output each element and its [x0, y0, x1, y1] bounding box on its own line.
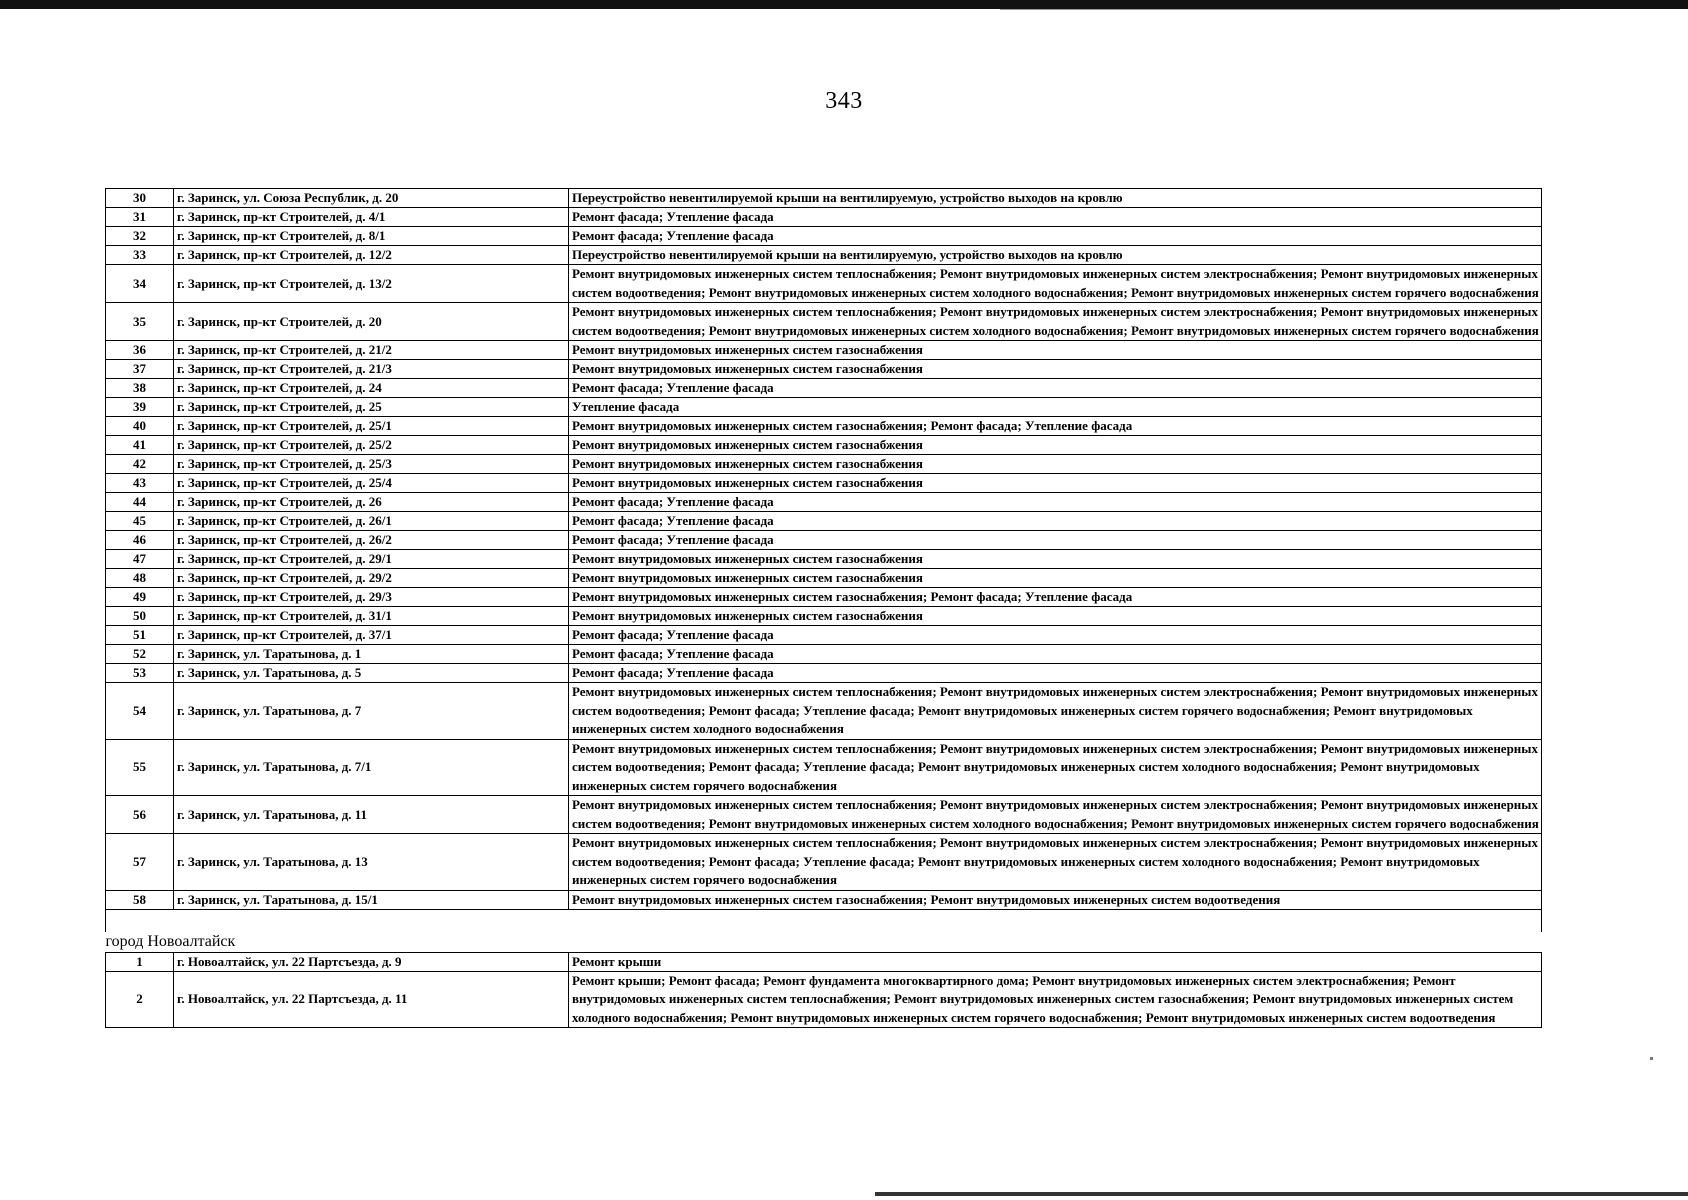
table-row	[106, 550, 1542, 569]
spacer-cell	[569, 909, 1542, 932]
table-row	[106, 971, 1542, 1028]
row-number: 2	[106, 971, 174, 1028]
row-number: 43	[106, 474, 174, 493]
row-works: Ремонт внутридомовых инженерных систем теплоснабжения; Ремонт внутридомовых инженерных систем электроснабжения; Ремонт внутридомовых инженерных систем водоотведения; Ремонт внутридомовых инженерных систем холодного водоснабжения; Ремонт внутридомовых инженерных систем горячего водоснабжения	[569, 265, 1542, 303]
table-row	[106, 379, 1542, 398]
row-address: г. Заринск, ул. Таратынова, д. 5	[174, 664, 569, 683]
table-row	[106, 607, 1542, 626]
row-address: г. Заринск, ул. Таратынова, д. 11	[174, 796, 569, 834]
city-heading-row	[106, 932, 1542, 953]
table-row	[106, 303, 1542, 341]
spacer-row	[106, 909, 1542, 932]
table-row	[106, 531, 1542, 550]
row-address: г. Заринск, ул. Таратынова, д. 1	[174, 645, 569, 664]
row-number: 51	[106, 626, 174, 645]
row-number: 45	[106, 512, 174, 531]
table-row	[106, 436, 1542, 455]
row-works: Ремонт внутридомовых инженерных систем газоснабжения; Ремонт фасада; Утепление фасада	[569, 588, 1542, 607]
row-number: 40	[106, 417, 174, 436]
row-address: г. Заринск, пр-кт Строителей, д. 31/1	[174, 607, 569, 626]
bottom-scan-border	[875, 1192, 1688, 1196]
table-row	[106, 796, 1542, 834]
row-address: г. Заринск, пр-кт Строителей, д. 29/1	[174, 550, 569, 569]
section-separator	[106, 909, 1542, 952]
row-number: 56	[106, 796, 174, 834]
table-row	[106, 227, 1542, 246]
row-number: 57	[106, 834, 174, 891]
row-works: Ремонт внутридомовых инженерных систем газоснабжения	[569, 569, 1542, 588]
row-works: Ремонт внутридомовых инженерных систем газоснабжения	[569, 360, 1542, 379]
novoaltaysk-rows	[106, 952, 1542, 1028]
row-address: г. Заринск, пр-кт Строителей, д. 21/3	[174, 360, 569, 379]
table-row	[106, 474, 1542, 493]
row-number: 50	[106, 607, 174, 626]
table-row	[106, 208, 1542, 227]
table-row	[106, 664, 1542, 683]
spacer-cell	[106, 909, 174, 932]
row-works: Ремонт внутридомовых инженерных систем газоснабжения	[569, 436, 1542, 455]
row-works: Переустройство невентилируемой крыши на вентилируемую, устройство выходов на кровлю	[569, 189, 1542, 208]
row-works: Ремонт внутридомовых инженерных систем теплоснабжения; Ремонт внутридомовых инженерных систем электроснабжения; Ремонт внутридомовых инженерных систем водоотведения; Ремонт фасада; Утепление фасада; Ремонт внутридомовых инженерных систем горячего водоснабжения; Ремонт внутридомовых инженерных систем холодного водоснабжения	[569, 683, 1542, 740]
row-address: г. Заринск, пр-кт Строителей, д. 25/3	[174, 455, 569, 474]
row-address: г. Новоалтайск, ул. 22 Партсъезда, д. 11	[174, 971, 569, 1028]
row-address: г. Заринск, пр-кт Строителей, д. 26/1	[174, 512, 569, 531]
table-row	[106, 683, 1542, 740]
table-row	[106, 569, 1542, 588]
row-address: г. Заринск, пр-кт Строителей, д. 4/1	[174, 208, 569, 227]
row-number: 37	[106, 360, 174, 379]
row-address: г. Заринск, пр-кт Строителей, д. 8/1	[174, 227, 569, 246]
row-number: 32	[106, 227, 174, 246]
table-row	[106, 626, 1542, 645]
row-address: г. Заринск, ул. Союза Республик, д. 20	[174, 189, 569, 208]
row-works: Ремонт внутридомовых инженерных систем газоснабжения	[569, 455, 1542, 474]
row-address: г. Заринск, ул. Таратынова, д. 7	[174, 683, 569, 740]
row-address: г. Заринск, пр-кт Строителей, д. 26/2	[174, 531, 569, 550]
row-address: г. Заринск, пр-кт Строителей, д. 12/2	[174, 246, 569, 265]
table-row	[106, 189, 1542, 208]
page-number: 343	[825, 88, 863, 114]
row-works: Ремонт фасада; Утепление фасада	[569, 531, 1542, 550]
row-works: Ремонт внутридомовых инженерных систем газоснабжения; Ремонт внутридомовых инженерных систем водоотведения	[569, 890, 1542, 909]
spacer-cell	[174, 909, 569, 932]
row-address: г. Заринск, пр-кт Строителей, д. 25/1	[174, 417, 569, 436]
row-works: Ремонт внутридомовых инженерных систем теплоснабжения; Ремонт внутридомовых инженерных систем электроснабжения; Ремонт внутридомовых инженерных систем водоотведения; Ремонт фасада; Утепление фасада; Ремонт внутридомовых инженерных систем холодного водоснабжения; Ремонт внутридомовых инженерных систем горячего водоснабжения	[569, 834, 1542, 891]
row-address: г. Заринск, пр-кт Строителей, д. 26	[174, 493, 569, 512]
row-number: 34	[106, 265, 174, 303]
row-address: г. Заринск, ул. Таратынова, д. 13	[174, 834, 569, 891]
row-works: Ремонт фасада; Утепление фасада	[569, 626, 1542, 645]
row-number: 41	[106, 436, 174, 455]
row-number: 31	[106, 208, 174, 227]
table-row	[106, 265, 1542, 303]
row-works: Ремонт фасада; Утепление фасада	[569, 208, 1542, 227]
row-number: 58	[106, 890, 174, 909]
row-works: Ремонт фасада; Утепление фасада	[569, 227, 1542, 246]
row-number: 33	[106, 246, 174, 265]
row-works: Ремонт крыши	[569, 952, 1542, 971]
row-number: 54	[106, 683, 174, 740]
scan-speck	[1650, 1057, 1653, 1060]
row-works: Ремонт фасада; Утепление фасада	[569, 493, 1542, 512]
row-address: г. Заринск, пр-кт Строителей, д. 20	[174, 303, 569, 341]
row-works: Ремонт крыши; Ремонт фасада; Ремонт фундамента многоквартирного дома; Ремонт внутридомовых инженерных систем электроснабжения; Ремонт внутридомовых инженерных систем теплоснабжения; Ремонт внутридомовых инженерных систем газоснабжения; Ремонт внутридомовых инженерных систем холодного водоснабжения; Ремонт внутридомовых инженерных систем горячего водоснабжения; Ремонт внутридомовых инженерных систем водоотведения	[569, 971, 1542, 1028]
row-address: г. Заринск, пр-кт Строителей, д. 25/4	[174, 474, 569, 493]
row-works: Ремонт внутридомовых инженерных систем газоснабжения	[569, 550, 1542, 569]
zarinsk-rows	[106, 189, 1542, 910]
table-row	[106, 952, 1542, 971]
city-heading: город Новоалтайск	[106, 932, 1542, 953]
row-number: 1	[106, 952, 174, 971]
table-row	[106, 739, 1542, 796]
table-row	[106, 398, 1542, 417]
row-works: Ремонт внутридомовых инженерных систем теплоснабжения; Ремонт внутридомовых инженерных систем электроснабжения; Ремонт внутридомовых инженерных систем водоотведения; Ремонт внутридомовых инженерных систем холодного водоснабжения; Ремонт внутридомовых инженерных систем горячего водоснабжения	[569, 796, 1542, 834]
table-row	[106, 512, 1542, 531]
row-number: 38	[106, 379, 174, 398]
row-works: Ремонт фасада; Утепление фасада	[569, 664, 1542, 683]
row-number: 49	[106, 588, 174, 607]
row-works: Ремонт внутридомовых инженерных систем газоснабжения	[569, 341, 1542, 360]
row-address: г. Заринск, пр-кт Строителей, д. 25/2	[174, 436, 569, 455]
top-scan-border	[0, 0, 1688, 9]
table-row	[106, 360, 1542, 379]
row-works: Ремонт фасада; Утепление фасада	[569, 645, 1542, 664]
row-number: 36	[106, 341, 174, 360]
row-address: г. Заринск, пр-кт Строителей, д. 13/2	[174, 265, 569, 303]
row-address: г. Заринск, пр-кт Строителей, д. 24	[174, 379, 569, 398]
row-works: Ремонт внутридомовых инженерных систем газоснабжения	[569, 474, 1542, 493]
row-works: Ремонт внутридомовых инженерных систем теплоснабжения; Ремонт внутридомовых инженерных систем электроснабжения; Ремонт внутридомовых инженерных систем водоотведения; Ремонт внутридомовых инженерных систем холодного водоснабжения; Ремонт внутридомовых инженерных систем горячего водоснабжения	[569, 303, 1542, 341]
table-row	[106, 588, 1542, 607]
row-address: г. Заринск, пр-кт Строителей, д. 37/1	[174, 626, 569, 645]
row-works: Ремонт внутридомовых инженерных систем газоснабжения	[569, 607, 1542, 626]
table-row	[106, 493, 1542, 512]
row-number: 42	[106, 455, 174, 474]
row-address: г. Заринск, пр-кт Строителей, д. 25	[174, 398, 569, 417]
table-row	[106, 455, 1542, 474]
table-row	[106, 890, 1542, 909]
table-row	[106, 341, 1542, 360]
row-address: г. Заринск, пр-кт Строителей, д. 29/2	[174, 569, 569, 588]
table-row	[106, 246, 1542, 265]
row-works: Ремонт внутридомовых инженерных систем газоснабжения; Ремонт фасада; Утепление фасада	[569, 417, 1542, 436]
row-works: Переустройство невентилируемой крыши на вентилируемую, устройство выходов на кровлю	[569, 246, 1542, 265]
row-works: Ремонт фасада; Утепление фасада	[569, 512, 1542, 531]
row-number: 35	[106, 303, 174, 341]
row-address: г. Заринск, ул. Таратынова, д. 15/1	[174, 890, 569, 909]
row-works: Ремонт фасада; Утепление фасада	[569, 379, 1542, 398]
row-number: 53	[106, 664, 174, 683]
row-number: 47	[106, 550, 174, 569]
table-row	[106, 645, 1542, 664]
row-number: 46	[106, 531, 174, 550]
row-number: 30	[106, 189, 174, 208]
row-number: 55	[106, 739, 174, 796]
row-number: 44	[106, 493, 174, 512]
row-address: г. Заринск, пр-кт Строителей, д. 29/3	[174, 588, 569, 607]
row-address: г. Заринск, пр-кт Строителей, д. 21/2	[174, 341, 569, 360]
table-row	[106, 417, 1542, 436]
row-number: 52	[106, 645, 174, 664]
row-address: г. Новоалтайск, ул. 22 Партсъезда, д. 9	[174, 952, 569, 971]
row-works: Утепление фасада	[569, 398, 1542, 417]
table-row	[106, 834, 1542, 891]
row-number: 39	[106, 398, 174, 417]
top-scan-line	[1000, 9, 1560, 10]
row-number: 48	[106, 569, 174, 588]
repair-works-table	[105, 188, 1542, 1028]
row-works: Ремонт внутридомовых инженерных систем теплоснабжения; Ремонт внутридомовых инженерных систем электроснабжения; Ремонт внутридомовых инженерных систем водоотведения; Ремонт фасада; Утепление фасада; Ремонт внутридомовых инженерных систем холодного водоснабжения; Ремонт внутридомовых инженерных систем горячего водоснабжения	[569, 739, 1542, 796]
row-address: г. Заринск, ул. Таратынова, д. 7/1	[174, 739, 569, 796]
